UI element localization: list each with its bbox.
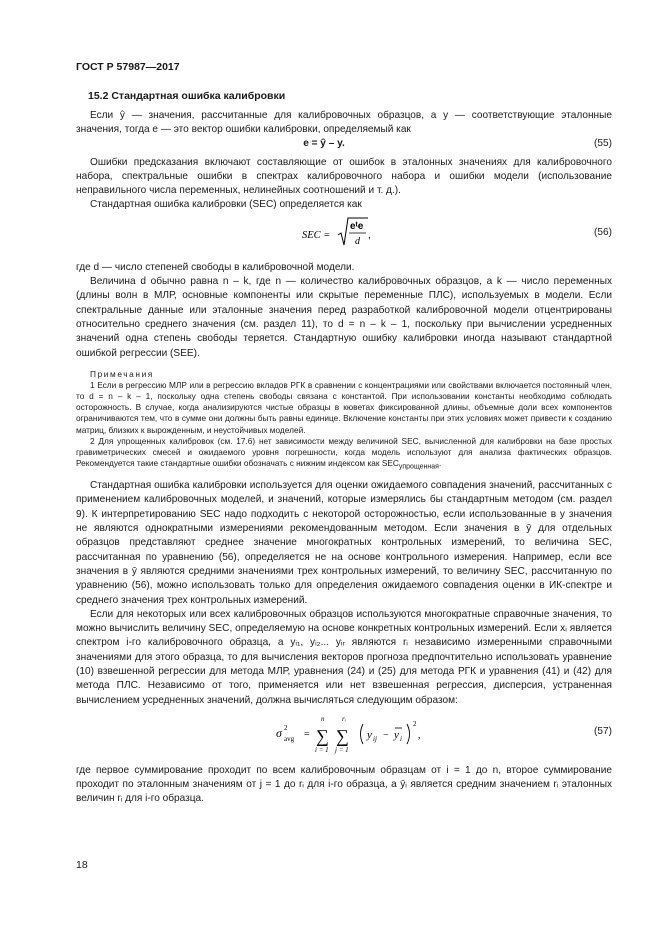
eq56-lhs: SEC = (302, 229, 331, 241)
page-content (76, 90, 612, 807)
eq57-sum2-top: rᵢ (342, 714, 346, 723)
eq56-tail: , (368, 229, 371, 241)
right-paren (407, 724, 410, 744)
eq57-sum1-bottom: i = 1 (315, 745, 329, 754)
equation-56-graphic (302, 215, 392, 255)
eq57-sum1-top: n (321, 714, 325, 723)
note-2 (76, 436, 612, 473)
notes-title: Примечания (90, 368, 154, 379)
equation-57-number: (57) (594, 725, 612, 737)
left-paren (361, 724, 364, 744)
eq57-sum2-symbol: ∑ (336, 725, 349, 746)
paragraph-1: Если ŷ — значения, рассчитанные для калибровочных образцов, а y — соответствующие эталонные значения, тогда e — это вектор ошибки калибровки, определяемый как (76, 110, 612, 136)
paragraph-8: где первое суммирование проходит по всем калибровочным образцам от i = 1 до n, второе суммирование проходит по эталонным значениям от j = 1 до rᵢ для i-го образца, а ȳᵢ является средним значением rᵢ эталонных величин rᵢ для i-го образца. (76, 764, 612, 805)
eq57-mean-sub: i (400, 734, 402, 743)
note-2-text: 2 Для упрощенных калибровок (см. 17.6) нет зависимости между величиной SEC, вычисленной для калибровки на базе простых гравиметрических смесей и ожидаемого уровня погрешности, когда модель используют для анализа фактических образцов. Рекомендуется такие стандартные ошибки обозначать с нижним индексом как (76, 435, 612, 469)
page-number: 18 (76, 859, 88, 871)
paragraph-3: Стандартная ошибка калибровки (SEC) определяется как (90, 199, 362, 211)
eq57-minus: − (383, 729, 389, 741)
eq57-term-sub: ij (373, 734, 377, 743)
note-2-symbol: SEC (381, 458, 399, 469)
equation-55 (76, 138, 612, 156)
eq57-sigma: σ (276, 725, 282, 740)
equation-57 (76, 712, 612, 758)
note-1: 1 Если в регрессию МЛР или в регрессию вкладов РГК в сравнении с концентрациями или свойствами включается постоянный член, то d = n – k – 1, поскольку одна степень свободы связана с константой. При использовании константы необходимо соблюдать осторожность. В случае, когда анализируются чистые образцы в кюветах фиксированной длины, объемные доли всех компонентов ограничиваются тем, что в сумме они должны быть равны единице. Включение константы при этих условиях может привести к созданию матриц, близких к вырожденным, и неустойчивых моделей. (76, 379, 612, 435)
eq57-sum2-bottom: j = 1 (335, 745, 349, 754)
eq57-sigma-sub: avg (284, 734, 295, 743)
equation-57-graphic (276, 712, 496, 758)
eq57-mean: y (394, 728, 399, 741)
paragraph-2: Ошибки предсказания включают составляющие от ошибок в эталонных значениях для калибровочного набора, спектральные ошибки в спектрах калибровочного набора и ошибки модели (использование неправильного числа переменных, нелинейных соотношений и т. д.). (76, 156, 612, 197)
note-2-subscript: упрощенная (398, 463, 439, 471)
paragraph-6: Стандартная ошибка калибровки используется для оценки ожидаемого совпадения значений, рассчитанных с применением калибровочных моделей, и значений, которые измерялись бы стандартным методом (см. раздел 9). К интерпретированию SEC надо подходить с некоторой осторожностью, если использованные в y значения не являются однократными измерениями рекомендованным методом. Если значения в ȳ для отдельных образцов представляют среднее значение многократных контрольных измерений, то величина SEC, рассчитанная по уравнению (56), определяется не на основе контрольного измерения. Например, если все значения в ȳ являются средними значениями трех контрольных измерений, то величину SEC, рассчитанную по уравнению (56), можно использовать только для определения ожидаемого совпадения оценки в ИК-спектре и среднего значения трех контрольных измерений. (76, 480, 612, 606)
eq57-tail: , (418, 729, 421, 741)
standard-header: ГОСТ Р 57987—2017 (76, 61, 180, 73)
eq56-numerator: eᵗe (350, 220, 364, 232)
paragraph-5: Величина d обычно равна n – k, где n — количество калибровочных образцов, а k — число переменных (длины волн в МЛР, основные компоненты или скрытые переменные ПЛС), используемых в модели. Если спектральные данные или эталонные значения перед разработкой калибровочной модели отцентрированы относительно среднего значения (см. раздел 11), то d = n – k – 1, поскольку при вычислении усредненных значений одна степень свободы теряется. Стандартную ошибку калибровки иногда называют стандартной ошибкой регрессии (SEE). (76, 276, 612, 359)
eq57-sigma-sup: 2 (284, 723, 288, 732)
paragraph-4: где d — число степеней свободы в калибровочной модели. (76, 261, 355, 273)
note-2-end: . (438, 458, 442, 469)
equation-56-number: (56) (594, 226, 612, 238)
paragraph-7: Если для некоторых или всех калибровочных образцов используются многократные справочные значения, то можно вычислить величину SEC, определяемую на основе конкретных контрольных измерений. Если xᵢ является спектром i-го калибровочного образца, а yᵢ₁, yᵢ₂... yᵢᵣ являются rᵢ независимо измеренными справочными значениями для этого образца, то для вычисления векторов прогноза предпочтительно использовать уравнение (10) взвешенной регрессии для метода МЛР, уравнения (24) и (25) для метода РГК и уравнения (41) и (42) для метода ПЛС. Независимо от того, применяется или нет взвешенная регрессия, дисперсия, устраненная вычислением усредненных значений, должна вычисляться следующим образом: (76, 608, 612, 706)
eq57-sum1-symbol: ∑ (316, 725, 329, 746)
eq57-sup: 2 (413, 719, 417, 728)
equation-55-number: (55) (594, 137, 612, 149)
eq57-term: y (367, 728, 372, 741)
equation-56 (76, 215, 612, 257)
section-heading: 15.2 Стандартная ошибка калибровки (88, 90, 286, 102)
equation-55-expr: e = ŷ – y. (303, 137, 345, 149)
eq57-equals: = (304, 728, 310, 740)
eq56-denominator: d (355, 235, 360, 247)
